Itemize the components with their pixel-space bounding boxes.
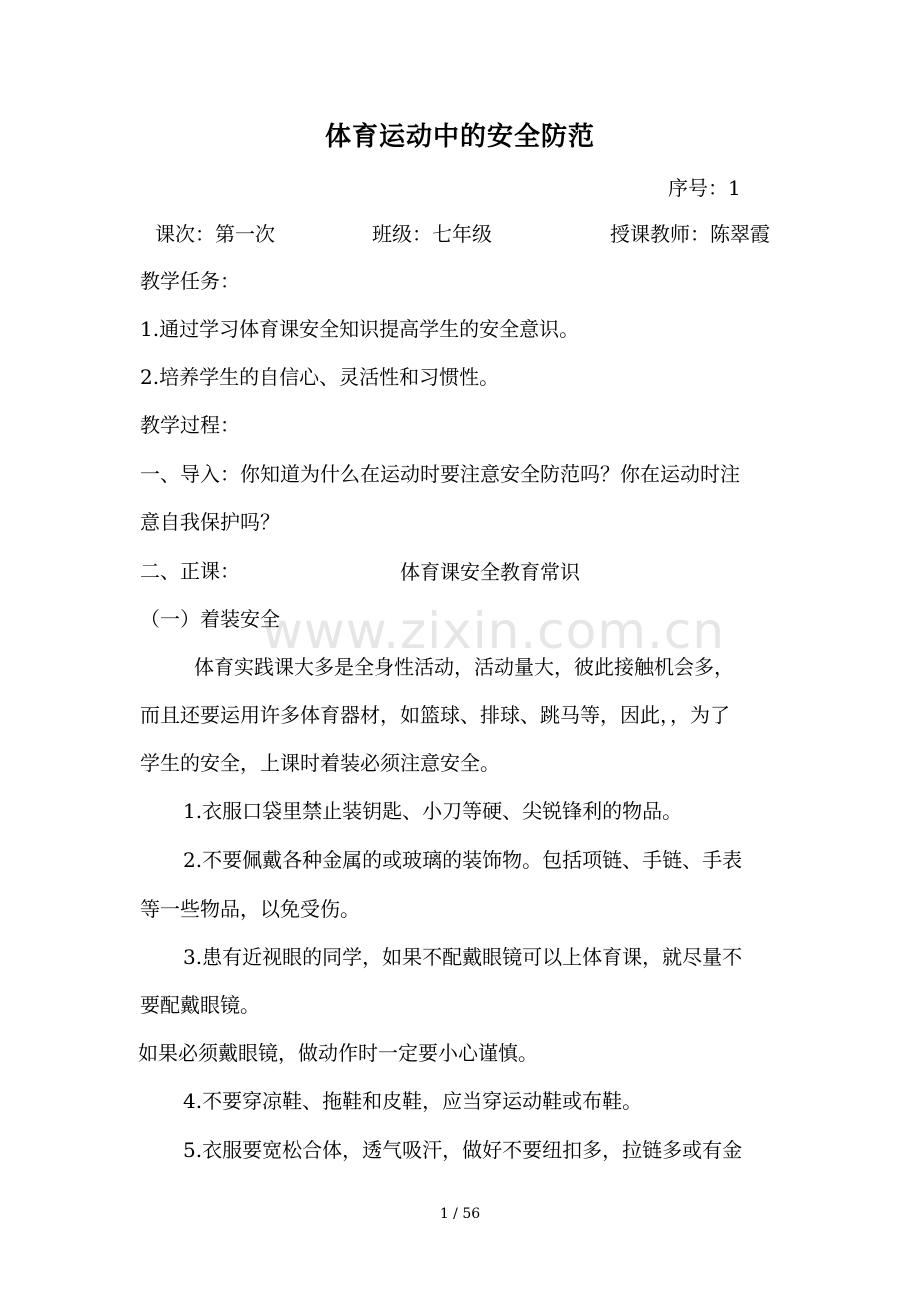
list-item: 1.衣服口袋里禁止装钥匙、小刀等硬、尖锐锋利的物品。 — [183, 799, 683, 823]
intro-line: 一、导入：你知道为什么在运动时要注意安全防范吗？你在运动时注 — [140, 462, 740, 486]
task-heading: 教学任务： — [140, 269, 240, 293]
list-item: 4.不要穿凉鞋、拖鞋和皮鞋，应当穿运动鞋或布鞋。 — [183, 1089, 643, 1113]
paragraph-line: 学生的安全，上课时着装必须注意安全。 — [140, 751, 500, 775]
task-item: 1.通过学习体育课安全知识提高学生的安全意识。 — [140, 317, 580, 341]
main-label: 二、正课： — [140, 559, 240, 583]
list-item-continued: 如果必须戴眼镜，做动作时一定要小心谨慎。 — [138, 1041, 538, 1065]
watermark: www.zixin.com.cn — [262, 602, 726, 660]
serial-number: 序号：1 — [668, 176, 741, 200]
task-item: 2.培养学生的自信心、灵活性和习惯性。 — [140, 365, 500, 389]
teacher-name: 授课教师：陈翠霞 — [610, 222, 770, 246]
process-heading: 教学过程： — [140, 413, 240, 437]
list-item-continued: 等一些物品，以免受伤。 — [140, 897, 360, 921]
lesson-number: 课次：第一次 — [155, 222, 275, 246]
section-heading: （一）着装安全 — [140, 607, 280, 631]
page-number: 1 / 56 — [439, 1206, 481, 1222]
list-item: 3.患有近视眼的同学，如果不配戴眼镜可以上体育课，就尽量不 — [183, 945, 743, 969]
paragraph-line: 而且还要运用许多体育器材，如篮球、排球、跳马等，因此，，为了 — [140, 703, 730, 727]
list-item: 5.衣服要宽松合体，透气吸汗，做好不要纽扣多，拉链多或有金 — [183, 1138, 743, 1162]
list-item-continued: 要配戴眼镜。 — [140, 993, 260, 1017]
paragraph-line: 体育实践课大多是全身性活动，活动量大，彼此接触机会多， — [194, 655, 734, 679]
class-name: 班级：七年级 — [372, 222, 492, 246]
main-title: 体育课安全教育常识 — [400, 560, 580, 584]
list-item: 2.不要佩戴各种金属的或玻璃的装饰物。包括项链、手链、手表 — [183, 848, 743, 872]
intro-line: 意自我保护吗？ — [140, 510, 280, 534]
page-title: 体育运动中的安全防范 — [324, 122, 595, 152]
